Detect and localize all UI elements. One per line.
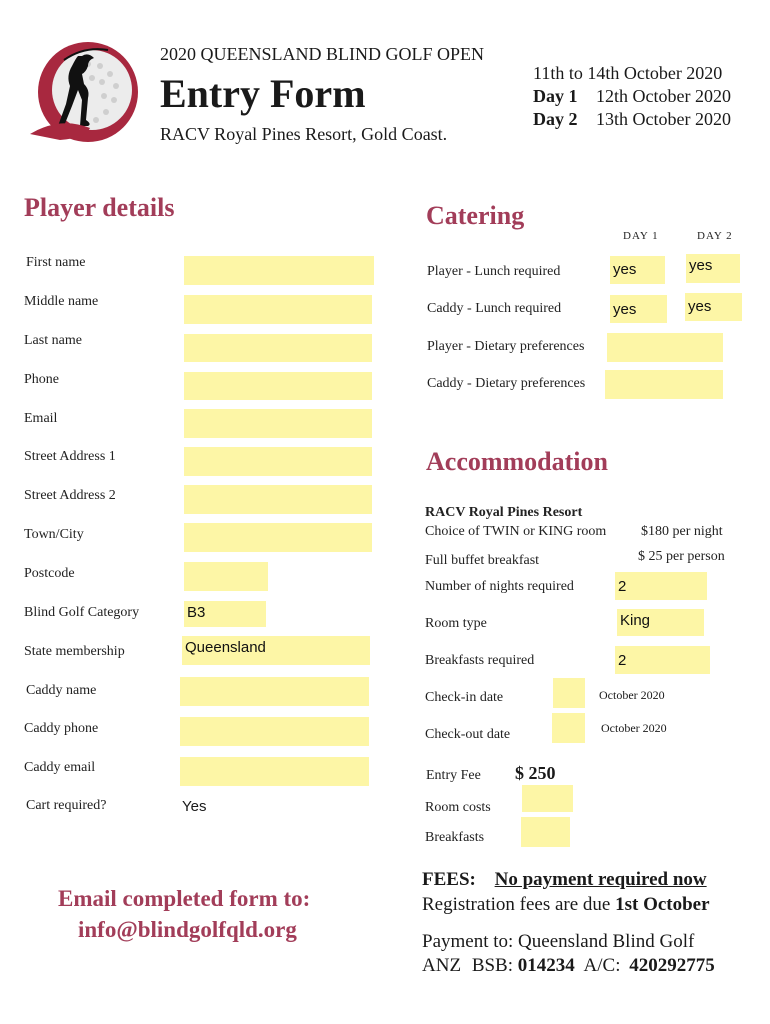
email-instruction: Email completed form to: — [58, 886, 311, 911]
room-price-text: $180 per night — [641, 524, 723, 539]
breakfasts-cost-label: Breakfasts — [425, 830, 485, 845]
day1-label: Day 1 — [533, 86, 578, 106]
player-details-heading: Player details — [24, 193, 175, 222]
middle-name-field[interactable] — [184, 295, 372, 324]
nights-label: Number of nights required — [425, 579, 574, 594]
payment-to: Payment to: Queensland Blind Golf — [422, 931, 695, 952]
caddy-email-field[interactable] — [180, 757, 369, 786]
checkout-field[interactable] — [552, 713, 585, 743]
bank-details — [422, 955, 715, 977]
catering-heading: Catering — [426, 201, 525, 230]
street-address-2-label: Street Address 2 — [24, 488, 116, 503]
form-title: Entry Form — [160, 71, 366, 116]
middle-name-label: Middle name — [24, 294, 99, 309]
email-field[interactable] — [184, 409, 372, 438]
catering-day2-header: DAY 2 — [697, 230, 733, 242]
entry-fee-value: $ 250 — [515, 763, 556, 783]
entry-fee-label: Entry Fee — [426, 768, 481, 783]
resort-name: RACV Royal Pines Resort — [425, 505, 583, 520]
caddy-lunch-day2-field[interactable]: yes — [685, 293, 742, 321]
room-type-field[interactable]: King — [617, 609, 704, 636]
street-address-1-field[interactable] — [184, 447, 372, 476]
catering-day1-header: DAY 1 — [623, 230, 659, 242]
due-text: Registration fees are due — [422, 894, 616, 915]
day2-date: 13th October 2020 — [596, 109, 731, 129]
due-date: 1st October — [615, 894, 710, 915]
day2-label: Day 2 — [533, 109, 578, 129]
checkout-label: Check-out date — [425, 727, 511, 742]
email-label: Email — [24, 411, 58, 426]
breakfasts-required-field[interactable]: 2 — [615, 646, 710, 674]
first-name-field[interactable] — [184, 256, 374, 285]
phone-label: Phone — [24, 372, 59, 387]
last-name-label: Last name — [24, 333, 82, 348]
bank-name: ANZ — [422, 955, 462, 976]
fees-block — [422, 869, 707, 891]
bsb-value: 014234 — [517, 955, 575, 976]
checkin-label: Check-in date — [425, 690, 504, 705]
cart-required-value[interactable]: Yes — [182, 798, 207, 815]
bsb-label: BSB: — [471, 955, 514, 976]
ac-label: A/C: — [583, 955, 621, 976]
breakfasts-required-label: Breakfasts required — [425, 653, 535, 668]
caddy-phone-label: Caddy phone — [24, 721, 99, 736]
state-membership-field[interactable]: Queensland — [182, 636, 370, 665]
blind-golf-category-field[interactable]: B3 — [184, 601, 266, 627]
last-name-field[interactable] — [184, 334, 372, 362]
event-title: 2020 QUEENSLAND BLIND GOLF OPEN — [160, 44, 484, 64]
golf-logo — [26, 38, 144, 148]
room-type-label: Room type — [425, 616, 487, 631]
caddy-phone-field[interactable] — [180, 717, 369, 746]
street-address-1-label: Street Address 1 — [24, 449, 116, 464]
dates-range: 11th to 14th October 2020 — [533, 63, 723, 83]
player-lunch-label: Player - Lunch required — [427, 264, 561, 279]
room-costs-field[interactable] — [522, 785, 573, 812]
caddy-lunch-label: Caddy - Lunch required — [427, 301, 562, 316]
checkin-field[interactable] — [553, 678, 585, 708]
caddy-lunch-day1-field[interactable]: yes — [610, 295, 667, 323]
player-dietary-label: Player - Dietary preferences — [427, 339, 585, 354]
state-membership-label: State membership — [24, 644, 125, 659]
cart-required-label: Cart required? — [26, 798, 107, 813]
player-lunch-day1-field[interactable]: yes — [610, 256, 665, 284]
nights-field[interactable]: 2 — [615, 572, 707, 600]
accommodation-heading: Accommodation — [426, 447, 608, 476]
ac-value: 420292775 — [629, 955, 715, 976]
caddy-name-field[interactable] — [180, 677, 369, 706]
town-city-label: Town/City — [24, 527, 84, 542]
venue-text: RACV Royal Pines Resort, Gold Coast. — [160, 124, 448, 144]
due-line — [422, 894, 710, 916]
player-lunch-day2-field[interactable]: yes — [686, 254, 740, 283]
blind-golf-category-label: Blind Golf Category — [24, 605, 140, 620]
street-address-2-field[interactable] — [184, 485, 372, 514]
fees-label: FEES: — [422, 869, 476, 890]
room-costs-label: Room costs — [425, 800, 491, 815]
caddy-name-label: Caddy name — [26, 683, 97, 698]
player-dietary-field[interactable] — [607, 333, 723, 362]
room-choice-text: Choice of TWIN or KING room — [425, 524, 607, 539]
postcode-label: Postcode — [24, 566, 75, 581]
email-address-link[interactable]: info@blindgolfqld.org — [78, 917, 297, 942]
day1-date: 12th October 2020 — [596, 86, 731, 106]
caddy-dietary-label: Caddy - Dietary preferences — [427, 376, 586, 391]
phone-field[interactable] — [184, 372, 372, 400]
postcode-field[interactable] — [184, 562, 268, 591]
first-name-label: First name — [26, 255, 86, 270]
caddy-email-label: Caddy email — [24, 760, 96, 775]
fees-note: No payment required now — [494, 869, 707, 890]
caddy-dietary-field[interactable] — [605, 370, 723, 399]
breakfast-text: Full buffet breakfast — [425, 553, 540, 568]
checkout-suffix: October 2020 — [601, 721, 667, 735]
breakfast-price-text: $ 25 per person — [638, 549, 725, 564]
breakfasts-cost-field[interactable] — [521, 817, 570, 847]
checkin-suffix: October 2020 — [599, 688, 665, 702]
town-city-field[interactable] — [184, 523, 372, 552]
